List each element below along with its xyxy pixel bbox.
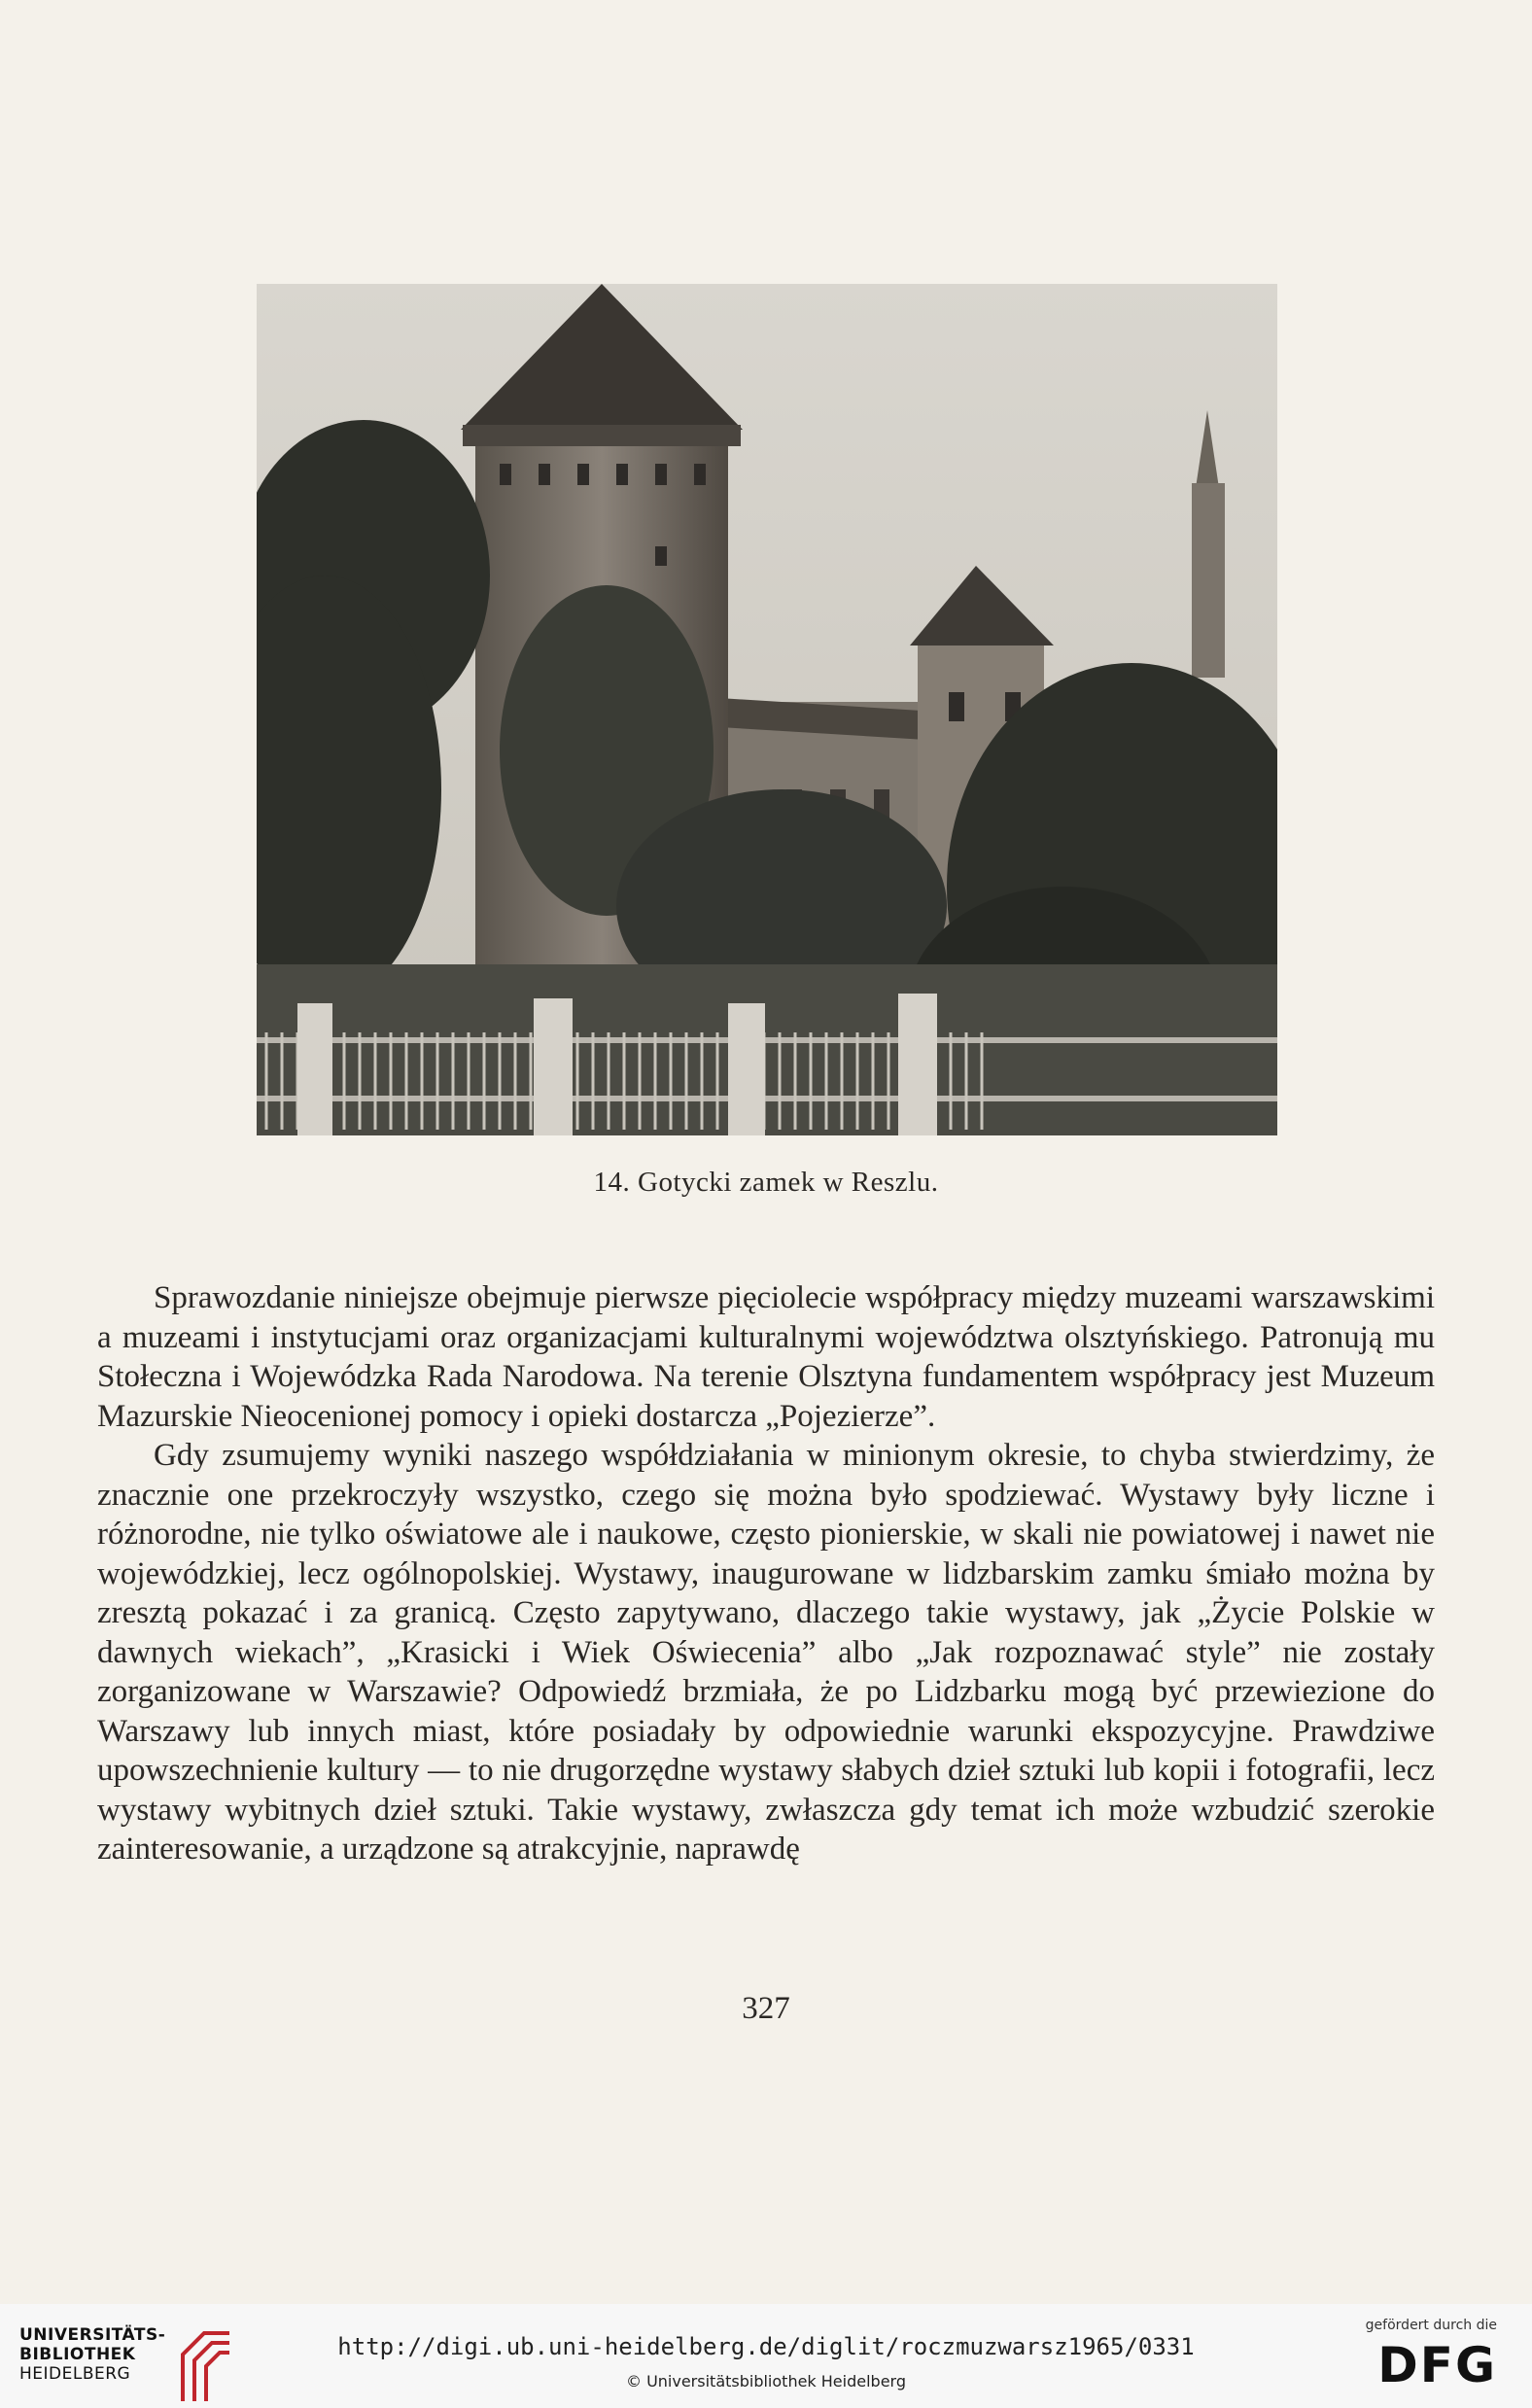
body-text (97, 1278, 1435, 1869)
paragraph-2: Gdy zsumujemy wyniki naszego współdziałania w minionym okresie, to chyba stwierdzimy, że znacznie one przekroczyły wszystko, czego się można było spodziewać. Wystawy były liczne i różnorodne, nie tylko oświatowe ale i naukowe, często pionierskie, w skali nie powiatowej i nawet nie wojewódzkiej, lecz ogólnopolskiej. Wystawy, inaugurowane w lidzbarskim zamku śmiało można by zresztą pokazać i za granicą. Często zapytywano, dlaczego takie wystawy, jak „Życie Polskie w dawnych wiekach”, „Krasicki i Wiek Oświecenia” albo „Jak rozpoznawać style” nie zostały zorganizowane w Warszawie? Odpowiedź brzmiała, że po Lidzbarku mogą być przewiezione do Warszawy lub innych miast, które posiadały by odpowiednie warunki ekspozycyjne. Prawdziwe upowszechnienie kultury — to nie drugorzędne wystawy słabych dzieł sztuki lub kopii i fotografii, lecz wystawy wybitnych dzieł sztuki. Takie wystawy, zwłaszcza gdy temat ich może wzbudzić szerokie zainteresowanie, a urządzone są atrakcyjnie, naprawdę (97, 1438, 1435, 1867)
library-name-line2: BIBLIOTHEK (19, 2345, 136, 2364)
figure-caption: 14. Gotycki zamek w Reszlu. (593, 1167, 939, 1198)
source-url-link[interactable]: http://digi.ub.uni-heidelberg.de/diglit/roczmuzwarsz1965/0331 (337, 2333, 1195, 2360)
page-number: 327 (742, 1991, 790, 2026)
copyright-notice: © Universitätsbibliothek Heidelberg (625, 2372, 906, 2391)
library-name-line3: HEIDELBERG (19, 2364, 131, 2384)
dfg-logo[interactable]: DFG (1377, 2337, 1497, 2393)
funder-note: gefördert durch die (1365, 2318, 1497, 2333)
footer-bar (0, 2304, 1532, 2408)
castle-photograph (257, 284, 1277, 1135)
paragraph-1: Sprawozdanie niniejsze obejmuje pierwsze pięciolecie współpracy między muzeami warszawskimi a muzeami i instytucjami oraz organizacjami kulturalnymi województwa olsztyńskiego. Patronują mu Stołeczna i Wojewódzka Rada Narodowa. Na terenie Olsztyna fundamentem współpracy jest Muzeum Mazurskie Nieocenionej pomocy i opieki dostarcza „Pojezierze”. (97, 1280, 1435, 1434)
library-name-line1: UNIVERSITÄTS- (19, 2325, 166, 2345)
castle-photo-image (257, 284, 1277, 1135)
